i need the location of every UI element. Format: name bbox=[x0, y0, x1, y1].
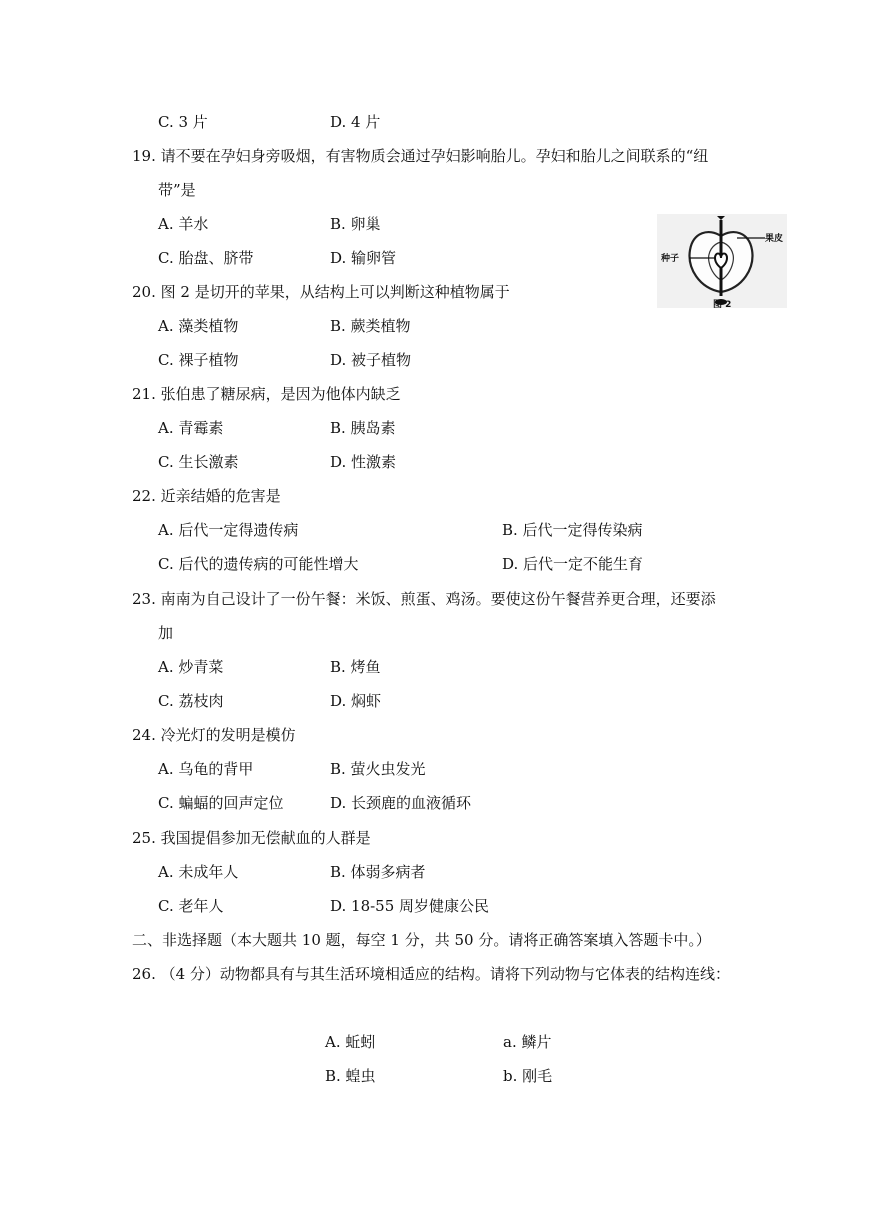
q26-structure-b: b. 刚毛 bbox=[503, 1067, 553, 1085]
q20-option-c: C. 裸子植物 bbox=[158, 351, 239, 369]
fig-label-pericarp: 果皮 bbox=[765, 234, 784, 244]
q24-option-c: C. 蝙蝠的回声定位 bbox=[158, 794, 284, 812]
q22-option-d: D. 后代一定不能生育 bbox=[502, 555, 644, 573]
q23-option-a: A. 炒青菜 bbox=[158, 658, 224, 676]
q23-stem-line2: 加 bbox=[158, 624, 174, 642]
apple-cross-section-image bbox=[657, 214, 787, 308]
q18-option-c: C. 3 片 bbox=[158, 113, 208, 131]
q21-option-d: D. 性激素 bbox=[330, 453, 397, 471]
q18-option-d: D. 4 片 bbox=[330, 113, 381, 131]
q25-option-c: C. 老年人 bbox=[158, 897, 224, 915]
q25-option-b: B. 体弱多病者 bbox=[330, 863, 426, 881]
q23-option-d: D. 焖虾 bbox=[330, 692, 382, 710]
q19-stem-line1: 19. 请不要在孕妇身旁吸烟，有害物质会通过孕妇影响胎儿。孕妇和胎儿之间联系的“纽 bbox=[132, 147, 709, 165]
q22-option-a: A. 后代一定得遗传病 bbox=[158, 521, 299, 539]
q25-option-d: D. 18-55 周岁健康公民 bbox=[330, 897, 490, 915]
section-heading-non-choice: 二、非选择题（本大题共 10 题，每空 1 分，共 50 分。请将正确答案填入答题卡中。） bbox=[132, 931, 711, 949]
q22-option-c: C. 后代的遗传病的可能性增大 bbox=[158, 555, 359, 573]
q26-animal-b: B. 蝗虫 bbox=[325, 1067, 376, 1085]
q21-option-c: C. 生长激素 bbox=[158, 453, 239, 471]
q23-stem-line1: 23. 南南为自己设计了一份午餐：米饭、煎蛋、鸡汤。要使这份午餐营养更合理，还要添 bbox=[132, 590, 716, 608]
q26-structure-a: a. 鳞片 bbox=[503, 1033, 552, 1051]
q20-stem: 20. 图 2 是切开的苹果，从结构上可以判断这种植物属于 bbox=[132, 283, 510, 301]
q21-stem: 21. 张伯患了糖尿病，是因为他体内缺乏 bbox=[132, 385, 401, 403]
q26-stem: 26. （4 分）动物都具有与其生活环境相适应的结构。请将下列动物与它体表的结构连线： bbox=[132, 965, 730, 983]
q22-option-b: B. 后代一定得传染病 bbox=[502, 521, 643, 539]
q19-option-b: B. 卵巢 bbox=[330, 215, 381, 233]
fig-caption: 图 2 bbox=[713, 300, 732, 308]
q25-option-a: A. 未成年人 bbox=[158, 863, 239, 881]
q24-option-b: B. 萤火虫发光 bbox=[330, 760, 426, 778]
q24-option-d: D. 长颈鹿的血液循环 bbox=[330, 794, 472, 812]
apple-figure bbox=[657, 214, 787, 308]
q24-stem: 24. 冷光灯的发明是模仿 bbox=[132, 726, 296, 744]
q19-stem-line2: 带”是 bbox=[158, 181, 196, 199]
q20-option-b: B. 蕨类植物 bbox=[330, 317, 411, 335]
q26-animal-a: A. 蚯蚓 bbox=[325, 1033, 376, 1051]
q21-option-a: A. 青霉素 bbox=[158, 419, 224, 437]
fig-label-seed: 种子 bbox=[661, 254, 680, 264]
q23-option-b: B. 烤鱼 bbox=[330, 658, 381, 676]
q22-stem: 22. 近亲结婚的危害是 bbox=[132, 487, 281, 505]
q19-option-a: A. 羊水 bbox=[158, 215, 209, 233]
q21-option-b: B. 胰岛素 bbox=[330, 419, 396, 437]
q24-option-a: A. 乌龟的背甲 bbox=[158, 760, 254, 778]
q20-option-a: A. 藻类植物 bbox=[158, 317, 239, 335]
q25-stem: 25. 我国提倡参加无偿献血的人群是 bbox=[132, 829, 371, 847]
q23-option-c: C. 荔枝肉 bbox=[158, 692, 224, 710]
q19-option-c: C. 胎盘、脐带 bbox=[158, 249, 254, 267]
q20-option-d: D. 被子植物 bbox=[330, 351, 412, 369]
q19-option-d: D. 输卵管 bbox=[330, 249, 397, 267]
